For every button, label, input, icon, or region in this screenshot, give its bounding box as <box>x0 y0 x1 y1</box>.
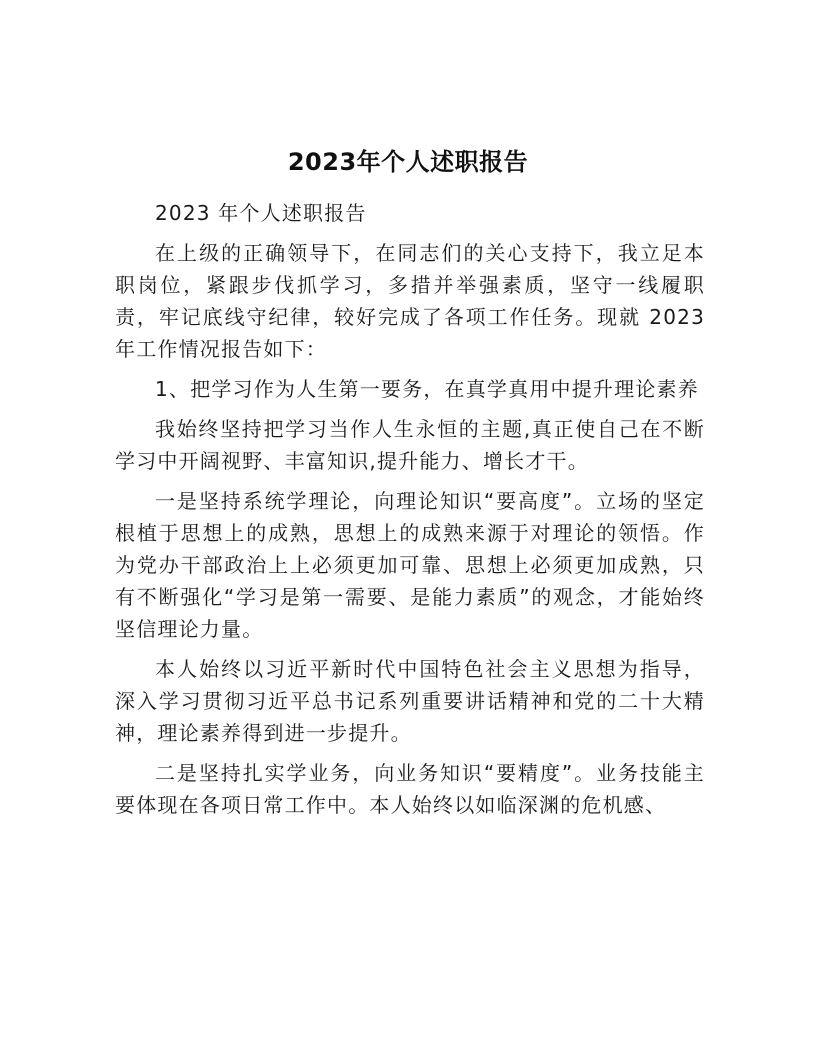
paragraph-intro: 在上级的正确领导下，在同志们的关心支持下，我立足本职岗位，紧跟步伐抓学习，多措并举强素质，坚守一线履职责，牢记底线守纪律，较好完成了各项工作任务。现就 2023 年工作情况报告如下： <box>115 241 705 361</box>
paragraph-study: 我始终坚持把学习当作人生永恒的主题,真正使自己在不断学习中开阔视野、丰富知识,提升能力、增长才干。 <box>115 417 705 473</box>
paragraph-theory: 一是坚持系统学理论，向理论知识“要高度”。立场的坚定根植于思想上的成熟，思想上的成熟来源于对理论的领悟。作为党办干部政治上上必须更加可靠、思想上必须更加成熟，只有不断强化“学习是第一需要、是能力素质”的观念，才能始终坚信理论力量。 <box>115 489 705 641</box>
section-heading-1: 1、把学习作为人生第一要务，在真学真用中提升理论素养 <box>155 377 699 401</box>
document-title: 2023年个人述职报告 <box>287 148 529 176</box>
paragraph-business: 二是坚持扎实学业务，向业务知识“要精度”。业务技能主要体现在各项日常工作中。本人始终以如临深渊的危机感、 <box>115 761 705 817</box>
document-body <box>115 197 705 829</box>
paragraph-guidance: 本人始终以习近平新时代中国特色社会主义思想为指导，深入学习贯彻习近平总书记系列重要讲话精神和党的二十大精神，理论素养得到进一步提升。 <box>115 657 705 745</box>
paragraph-subtitle: 2023 年个人述职报告 <box>155 201 367 225</box>
